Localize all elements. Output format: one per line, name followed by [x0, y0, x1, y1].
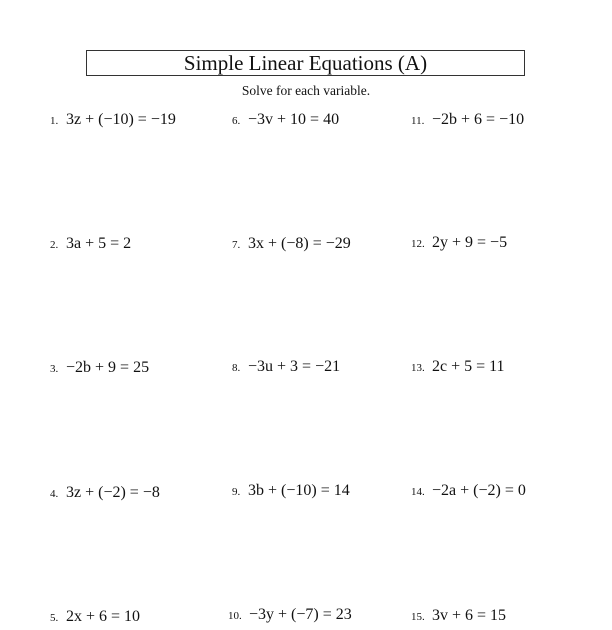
- problem-equation: 3z + (−10) = −19: [66, 111, 176, 128]
- problem-item: [50, 607, 140, 627]
- problem-number: 6.: [232, 115, 241, 127]
- problem-equation: −2a + (−2) = 0: [432, 482, 526, 499]
- problem-equation: −3y + (−7) = 23: [249, 606, 352, 623]
- problem-equation: 3z + (−2) = −8: [66, 484, 160, 501]
- problem-item: [411, 606, 506, 626]
- problem-item: [232, 110, 339, 130]
- problem-item: [228, 605, 352, 625]
- problem-item: [232, 481, 350, 501]
- problem-item: [232, 234, 351, 254]
- problem-equation: 3a + 5 = 2: [66, 235, 132, 252]
- problem-number: 13.: [411, 362, 425, 374]
- problem-item: [232, 357, 340, 377]
- problem-number: 9.: [232, 486, 241, 498]
- problem-item: [411, 357, 505, 377]
- problem-number: 5.: [50, 612, 59, 624]
- problem-number: 15.: [411, 611, 425, 623]
- problem-item: [50, 483, 160, 503]
- problem-number: 1.: [50, 115, 59, 127]
- problem-equation: 2c + 5 = 11: [432, 358, 505, 375]
- problem-item: [411, 110, 524, 130]
- problem-item: [411, 233, 507, 253]
- problem-equation: −3v + 10 = 40: [248, 111, 340, 128]
- problem-equation: 3v + 6 = 15: [432, 607, 507, 624]
- problem-equation: 3x + (−8) = −29: [248, 235, 351, 252]
- problem-item: [50, 358, 149, 378]
- problem-number: 8.: [232, 362, 241, 374]
- problem-number: 14.: [411, 486, 425, 498]
- worksheet-title: Simple Linear Equations (A): [86, 50, 525, 76]
- problem-item: [411, 481, 526, 501]
- problem-number: 4.: [50, 488, 59, 500]
- problem-number: 11.: [411, 115, 425, 127]
- worksheet-instructions: Solve for each variable.: [241, 83, 371, 98]
- problem-number: 10.: [228, 610, 242, 622]
- problem-equation: 2x + 6 = 10: [66, 608, 141, 625]
- problem-number: 12.: [411, 238, 425, 250]
- problem-equation: −2b + 6 = −10: [432, 111, 525, 128]
- problem-number: 2.: [50, 239, 59, 251]
- problem-item: [50, 110, 176, 130]
- problem-equation: 2y + 9 = −5: [432, 234, 508, 251]
- problem-number: 3.: [50, 363, 59, 375]
- problem-equation: −2b + 9 = 25: [66, 359, 150, 376]
- problem-equation: 3b + (−10) = 14: [248, 482, 350, 499]
- problem-number: 7.: [232, 239, 241, 251]
- problem-equation: −3u + 3 = −21: [248, 358, 341, 375]
- problem-item: [50, 234, 131, 254]
